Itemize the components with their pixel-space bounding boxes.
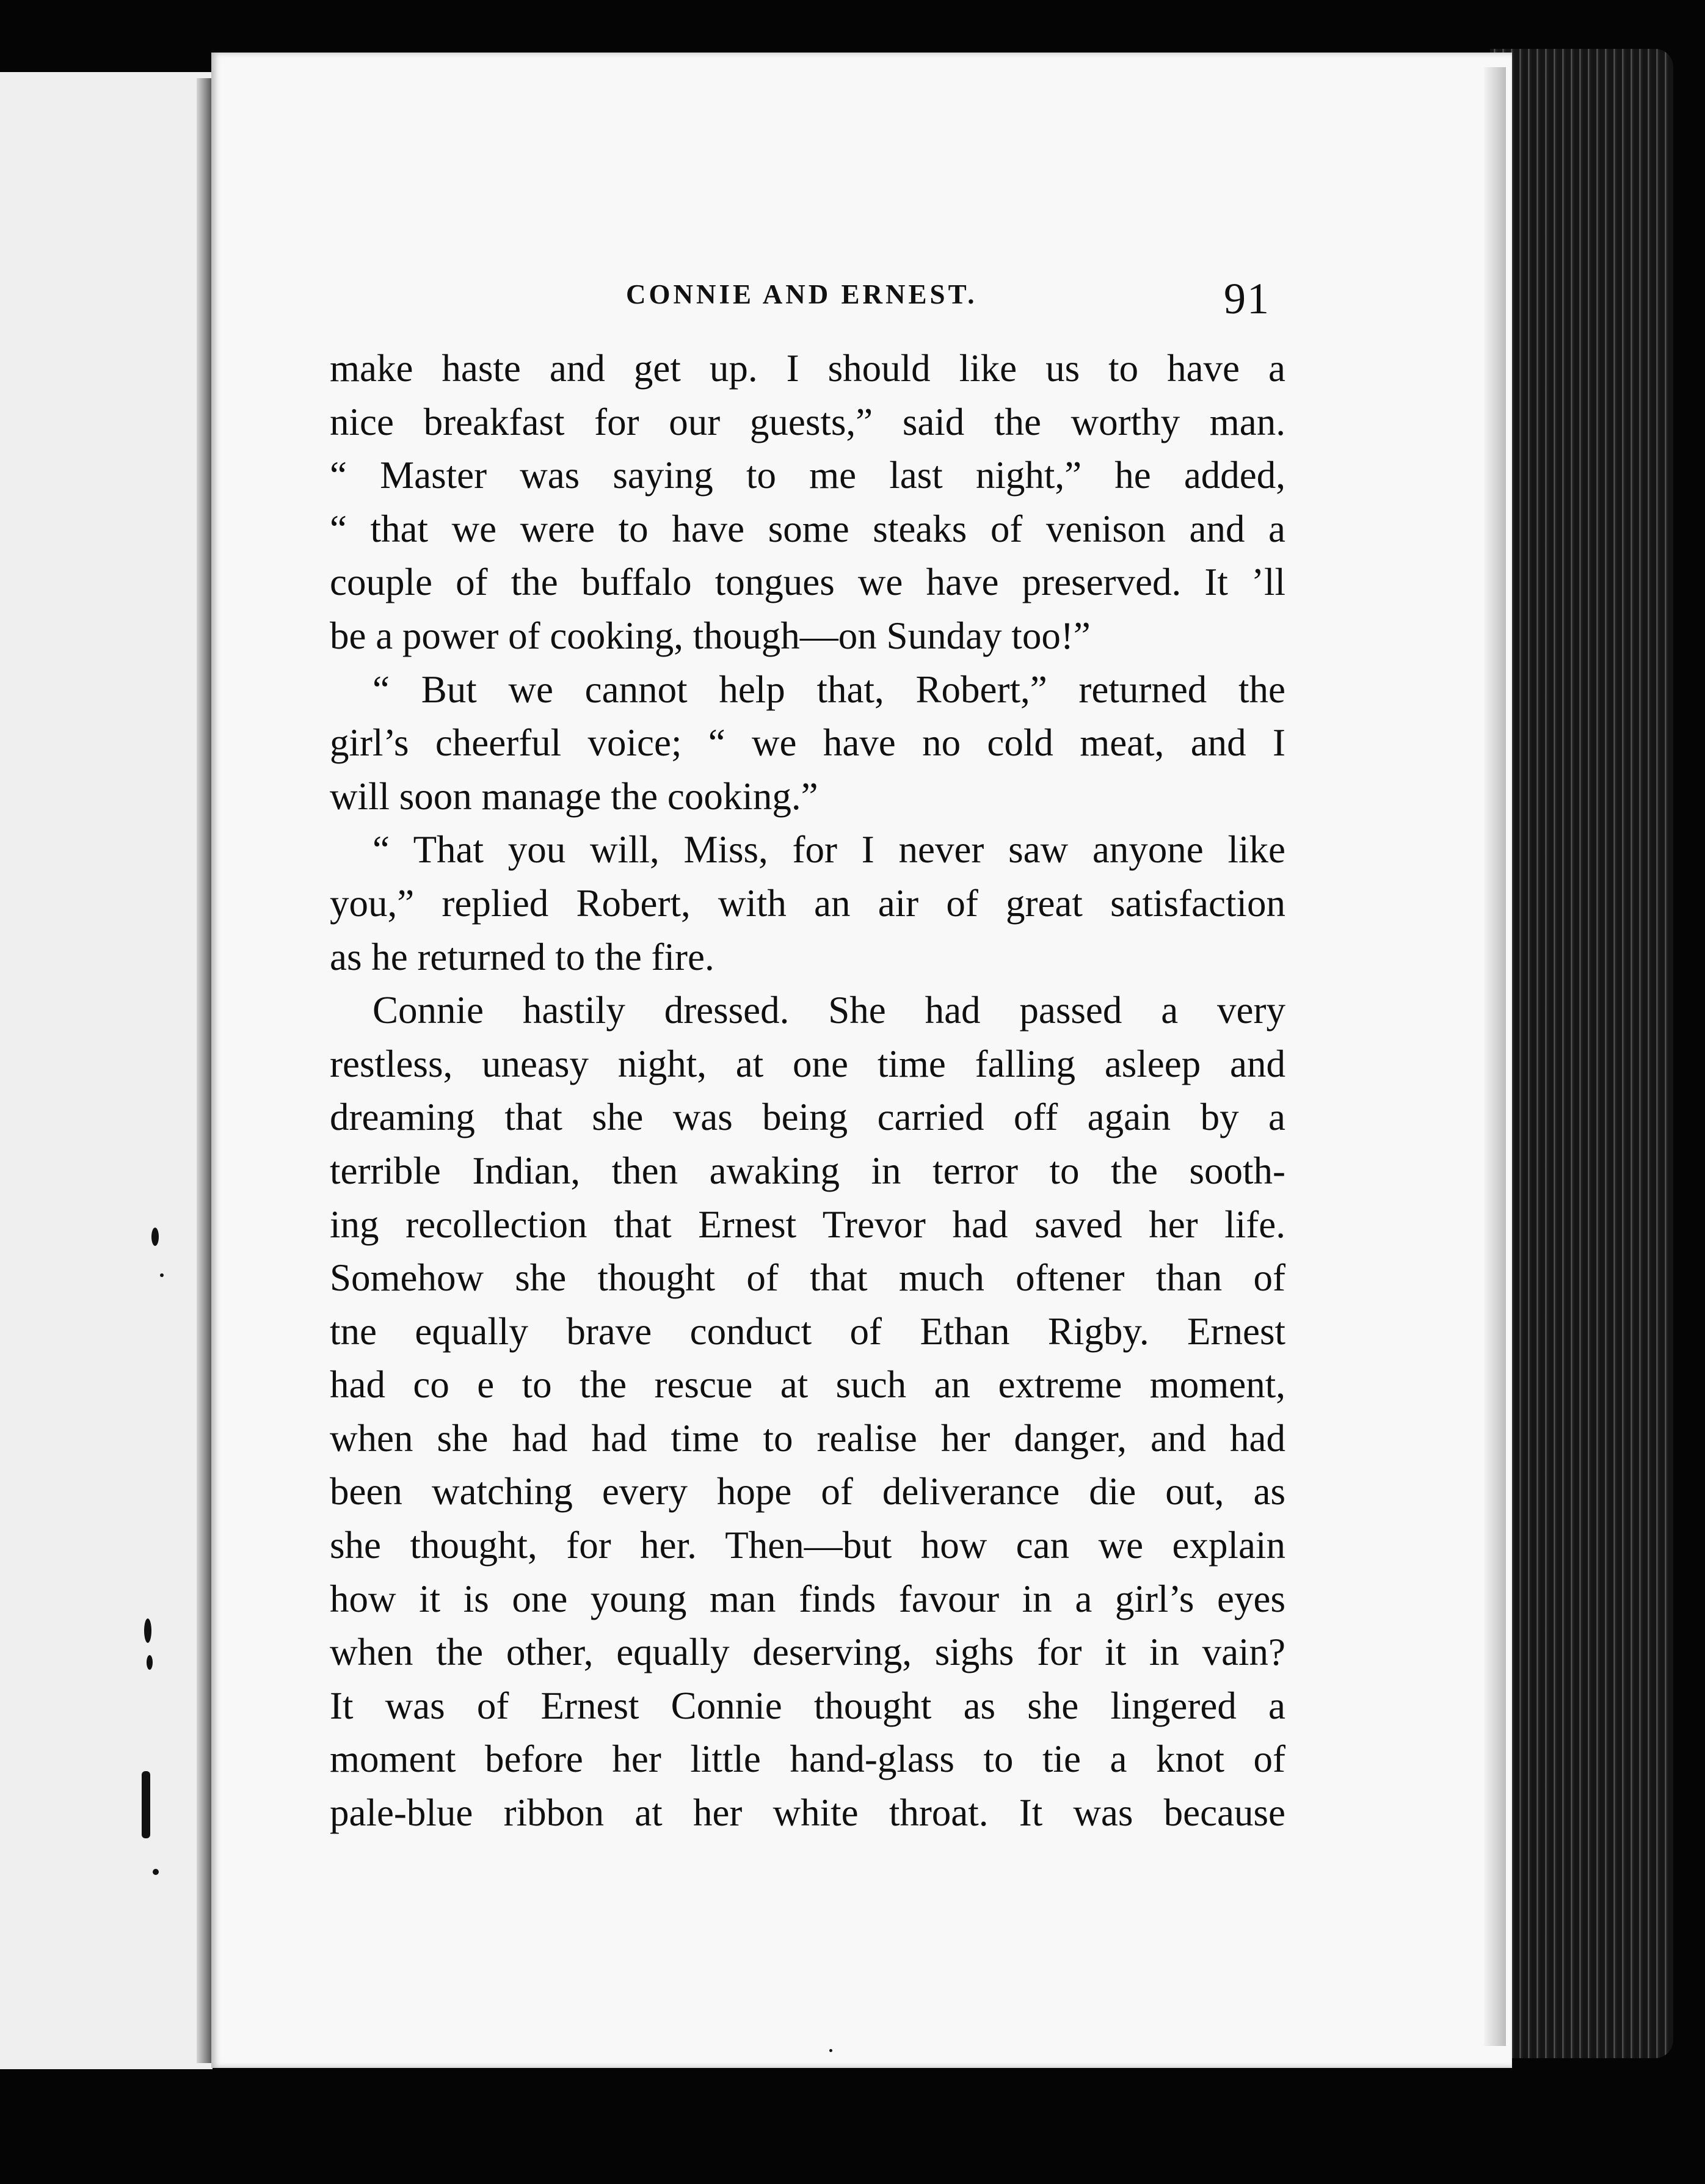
text-line: tne equally brave conduct of Ethan Rigby. Ernest bbox=[330, 1309, 1285, 1353]
ink-speck bbox=[829, 2049, 832, 2052]
text-line: make haste and get up. I should like us to have a bbox=[330, 347, 1285, 390]
facing-page-edge bbox=[0, 72, 213, 2069]
page-block-edges bbox=[1490, 49, 1673, 2058]
text-line: moment before her little hand-glass to tie a knot of bbox=[330, 1738, 1285, 1781]
text-line: Somehow she thought of that much oftener than of bbox=[330, 1256, 1285, 1300]
text-line: you,” replied Robert, with an air of great satisfaction bbox=[330, 881, 1285, 925]
text-line: how it is one young man finds favour in a girl’s eyes bbox=[330, 1577, 1285, 1620]
text-line: “ Master was saying to me last night,” he added, bbox=[330, 454, 1285, 497]
ink-speck bbox=[144, 1618, 151, 1643]
text-line: when she had had time to realise her danger, and had bbox=[330, 1416, 1285, 1460]
ink-speck bbox=[160, 1273, 164, 1277]
text-line: when the other, equally deserving, sighs for it in vain? bbox=[330, 1631, 1285, 1674]
text-line: she thought, for her. Then—but how can we explain bbox=[330, 1524, 1285, 1567]
text-line: dreaming that she was being carried off again by a bbox=[330, 1096, 1285, 1139]
ink-speck bbox=[151, 1228, 159, 1246]
page-right-edge bbox=[1484, 67, 1506, 2046]
text-line: “ that we were to have some steaks of venison and a bbox=[330, 507, 1285, 550]
text-line: terrible Indian, then awaking in terror to the sooth- bbox=[330, 1149, 1285, 1192]
text-line: girl’s cheerful voice; “ we have no cold meat, and I bbox=[330, 721, 1285, 765]
text-line: ing recollection that Ernest Trevor had saved her life. bbox=[330, 1203, 1285, 1246]
text-line: been watching every hope of deliverance die out, as bbox=[330, 1470, 1285, 1513]
text-line: It was of Ernest Connie thought as she lingered a bbox=[330, 1684, 1285, 1727]
running-title: CONNIE AND ERNEST. bbox=[626, 279, 978, 310]
running-head bbox=[626, 274, 1270, 322]
text-line: “ But we cannot help that, Robert,” returned the bbox=[373, 668, 1285, 711]
page-number: 91 bbox=[1224, 274, 1270, 323]
ink-speck bbox=[147, 1655, 153, 1670]
text-line: restless, uneasy night, at one time falling asleep and bbox=[330, 1042, 1285, 1085]
text-line: Connie hastily dressed. She had passed a very bbox=[373, 989, 1285, 1032]
text-line: be a power of cooking, though—on Sunday too!” bbox=[330, 614, 1091, 657]
text-line: pale-blue ribbon at her white throat. It was because bbox=[330, 1791, 1285, 1835]
text-line: will soon manage the cooking.” bbox=[330, 774, 818, 818]
text-line: couple of the buffalo tongues we have preserved. It ’ll bbox=[330, 561, 1285, 604]
text-line: nice breakfast for our guests,” said the worthy man. bbox=[330, 400, 1285, 443]
text-line: had co e to the rescue at such an extreme moment, bbox=[330, 1363, 1285, 1407]
text-line: “ That you will, Miss, for I never saw anyone like bbox=[373, 828, 1285, 872]
ink-speck bbox=[153, 1869, 159, 1875]
ink-speck bbox=[142, 1771, 150, 1838]
page-body-text bbox=[330, 342, 1285, 1840]
text-line: as he returned to the fire. bbox=[330, 935, 714, 978]
